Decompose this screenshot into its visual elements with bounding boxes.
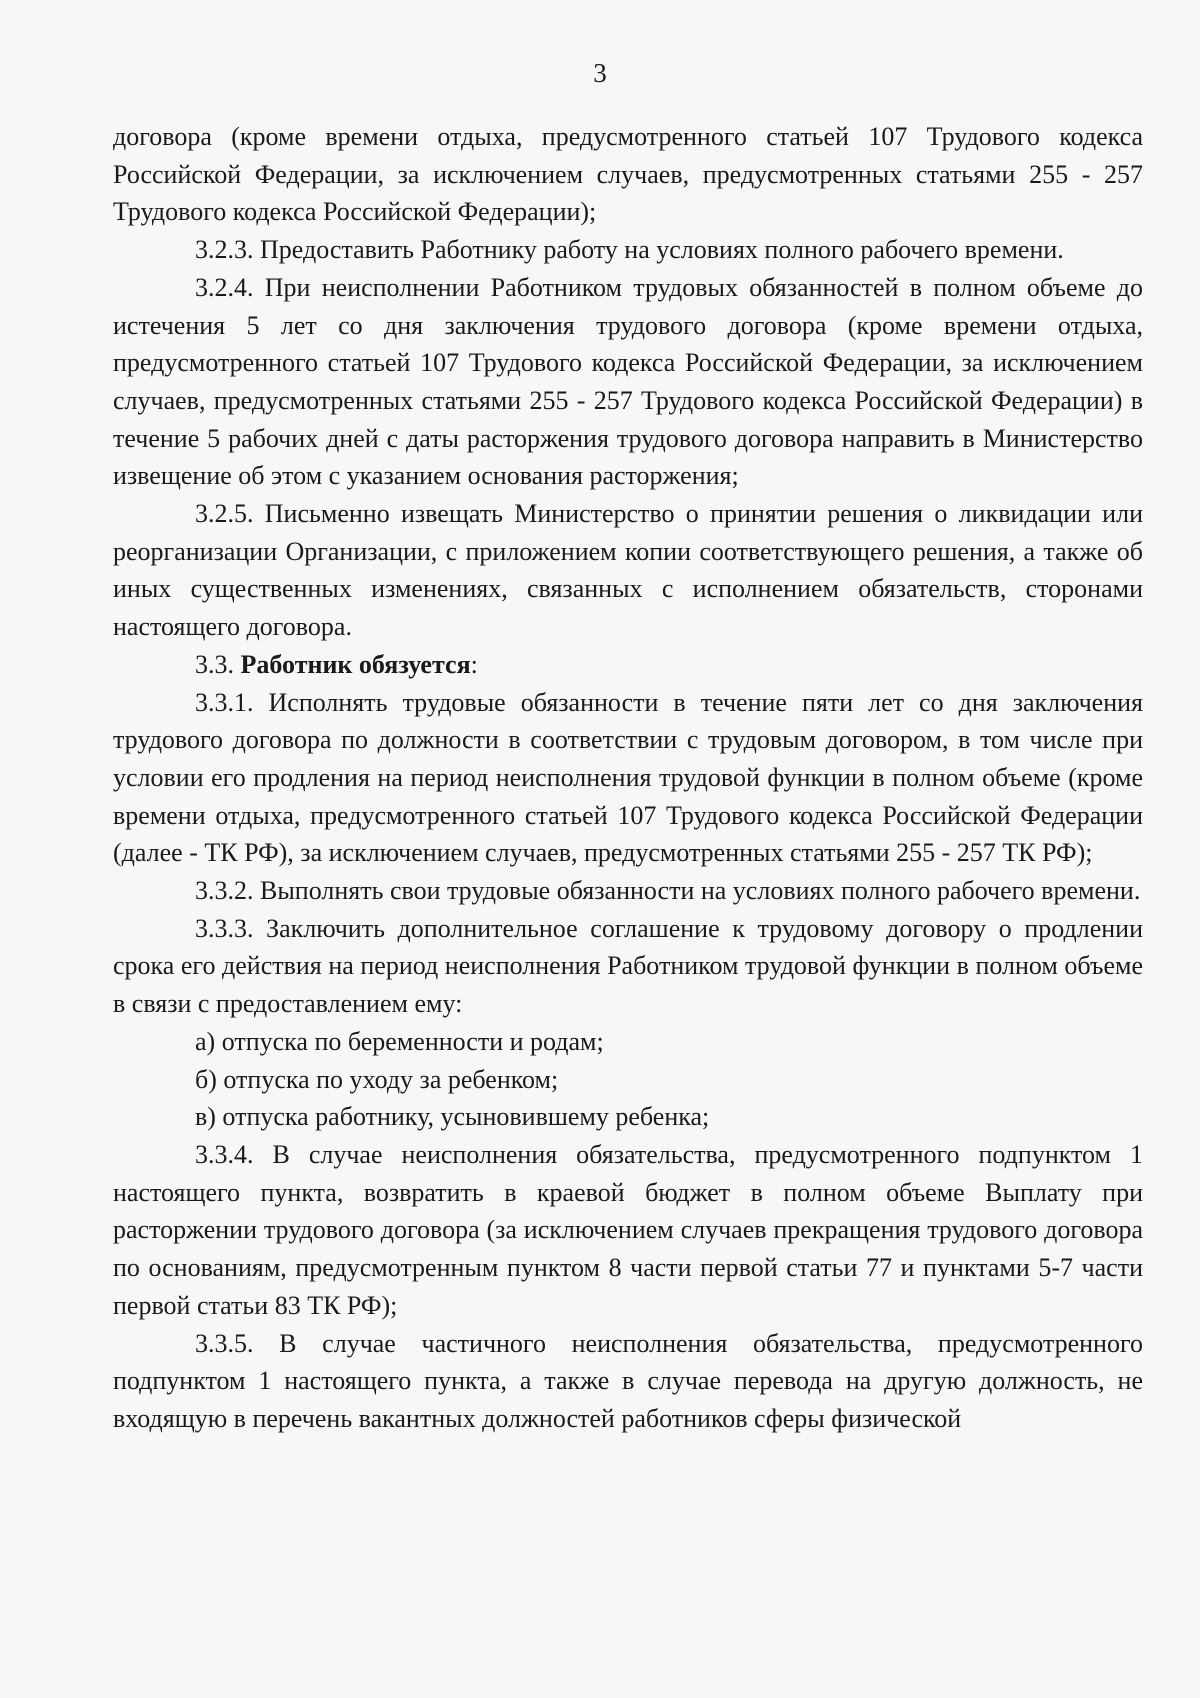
clause-3-3-4: 3.3.4. В случае неисполнения обязательства, предусмотренного подпунктом 1 настоящего пункта, возвратить в краевой бюджет в полном объеме Выплату при расторжении трудового договора (за исключением случаев прекращения трудового договора по основаниям, предусмотренным пунктом 8 части первой статьи 77 и пунктами 5-7 части первой статьи 83 ТК РФ);: [113, 1139, 1143, 1320]
page-number: 3: [593, 58, 607, 88]
clause-3-2-4: 3.2.4. При неисполнении Работником трудовых обязанностей в полном объеме до истечения 5 лет со дня заключения трудового договора (кроме времени отдыха, предусмотренного статьей 107 Трудового кодекса Российской Федерации, за исключением случаев, предусмотренных статьями 255 - 257 Трудового кодекса Российской Федерации) в течение 5 рабочих дней с даты расторжения трудового договора направить в Министерство извещение об этом с указанием основания расторжения;: [113, 272, 1143, 491]
clause-3-2-5: 3.2.5. Письменно извещать Министерство о принятии решения о ликвидации или реорганизации Организации, с приложением копии соответствующего решения, а также об иных существенных изменениях, связанных с исполнением обязательств, сторонами настоящего договора.: [113, 499, 1143, 642]
section-colon: :: [470, 649, 478, 679]
section-title: Работник обязуется: [240, 649, 471, 679]
list-item-a: а) отпуска по беременности и родам;: [195, 1026, 604, 1056]
list-item-b: б) отпуска по уходу за ребенком;: [195, 1064, 559, 1094]
clause-3-2-3: 3.2.3. Предоставить Работнику работу на условиях полного рабочего времени.: [195, 235, 1064, 265]
section-3-3-heading: [113, 646, 1143, 684]
clause-3-3-2: 3.3.2. Выполнять свои трудовые обязанности на условиях полного рабочего времени.: [195, 876, 1141, 906]
paragraph-continuation: договора (кроме времени отдыха, предусмотренного статьей 107 Трудового кодекса Российской Федерации, за исключением случаев, предусмотренных статьями 255 - 257 Трудового кодекса Российской Федерации);: [113, 122, 1143, 227]
clause-3-3-5: 3.3.5. В случае частичного неисполнения обязательства, предусмотренного подпунктом 1 настоящего пункта, а также в случае перевода на другую должность, не входящую в перечень вакантных должностей работников сферы физической: [113, 1328, 1143, 1433]
document-body: [113, 118, 1143, 1438]
list-item-c: в) отпуска работнику, усыновившему ребенка;: [195, 1102, 710, 1132]
clause-3-3-1: 3.3.1. Исполнять трудовые обязанности в течение пяти лет со дня заключения трудового договора по должности в соответствии с трудовым договором, в том числе при условии его продления на период неисполнения трудовой функции в полном объеме (кроме времени отдыха, предусмотренного статьей 107 Трудового кодекса Российской Федерации (далее - ТК РФ), за исключением случаев, предусмотренных статьями 255 - 257 ТК РФ);: [113, 687, 1143, 868]
clause-3-3-3: 3.3.3. Заключить дополнительное соглашение к трудовому договору о продлении срока его действия на период неисполнения Работником трудовой функции в полном объеме в связи с предоставлением ему:: [113, 913, 1143, 1019]
section-number: 3.3.: [195, 649, 241, 679]
